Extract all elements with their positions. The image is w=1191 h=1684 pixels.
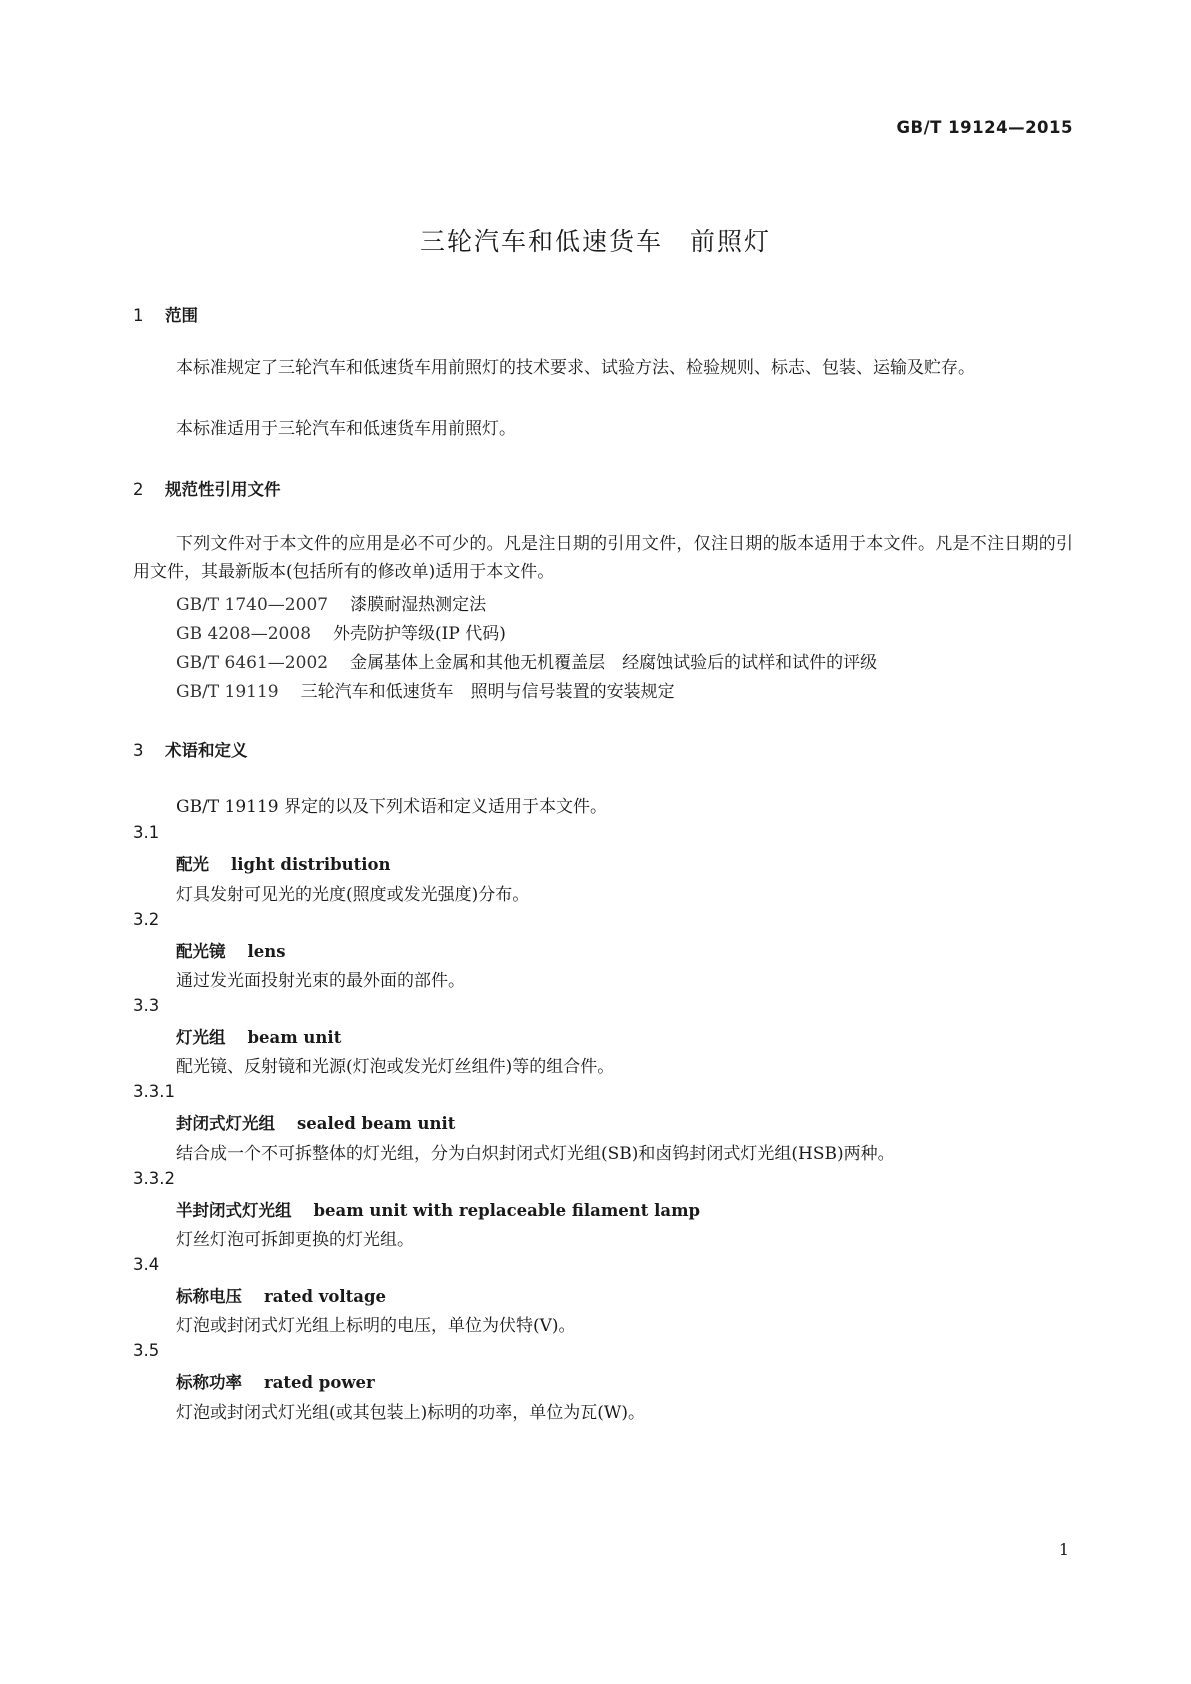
- term-zh: 半封闭式灯光组: [176, 1201, 292, 1220]
- term-en: light distribution: [231, 855, 391, 874]
- term-definition: 配光镜、反射镜和光源(灯泡或发光灯丝组件)等的组合件。: [176, 1057, 615, 1077]
- reference-title: 金属基体上金属和其他无机覆盖层 经腐蚀试验后的试样和试件的评级: [350, 653, 878, 673]
- term-definition: 灯丝灯泡可拆卸更换的灯光组。: [176, 1230, 414, 1250]
- term-definition: 结合成一个不可拆整体的灯光组，分为白炽封闭式灯光组(SB)和卤钨封闭式灯光组(HSB)两种。: [176, 1144, 895, 1164]
- reference-code: GB/T 19119: [176, 682, 279, 702]
- term-en: beam unit: [247, 1028, 342, 1047]
- scope-paragraph-2: 本标准适用于三轮汽车和低速货车用前照灯。: [176, 419, 516, 439]
- term-en: rated voltage: [264, 1287, 386, 1306]
- reference-item: [176, 677, 675, 702]
- section-title: 规范性引用文件: [165, 480, 281, 499]
- term-definition: 灯泡或封闭式灯光组(或其包装上)标明的功率，单位为瓦(W)。: [176, 1403, 646, 1423]
- reference-item: [176, 648, 877, 673]
- page-number: 1: [1058, 1540, 1069, 1559]
- section-heading-terms-definitions: [133, 737, 248, 761]
- reference-title: 三轮汽车和低速货车 照明与信号装置的安装规定: [300, 682, 675, 702]
- term-heading: [176, 1024, 341, 1048]
- section-heading-normative-references: [133, 476, 281, 500]
- term-number: 3.5: [133, 1341, 160, 1360]
- term-definition: 灯泡或封闭式灯光组上标明的电压，单位为伏特(V)。: [176, 1316, 576, 1336]
- reference-item: [176, 590, 486, 615]
- term-number: 3.3.1: [133, 1082, 175, 1101]
- term-zh: 配光镜: [176, 942, 226, 961]
- term-heading: [176, 938, 286, 962]
- term-heading: [176, 1197, 700, 1221]
- document-title: 三轮汽车和低速货车 前照灯: [419, 227, 771, 256]
- section-title: 范围: [165, 306, 198, 325]
- term-heading: [176, 1110, 455, 1134]
- term-number: 3.4: [133, 1255, 160, 1274]
- section-title: 术语和定义: [165, 741, 248, 760]
- standard-code: GB/T 19124—2015: [896, 118, 1073, 137]
- term-heading: [176, 851, 391, 875]
- term-definition: 通过发光面投射光束的最外面的部件。: [176, 971, 465, 991]
- scope-paragraph-1: 本标准规定了三轮汽车和低速货车用前照灯的技术要求、试验方法、检验规则、标志、包装、运输及贮存。: [176, 358, 975, 378]
- section-number: 3: [133, 741, 144, 760]
- term-zh: 标称电压: [176, 1287, 242, 1306]
- section-number: 1: [133, 306, 144, 325]
- reference-title: 漆膜耐湿热测定法: [350, 595, 487, 615]
- term-number: 3.3: [133, 996, 160, 1015]
- term-en: sealed beam unit: [297, 1114, 456, 1133]
- section-heading-scope: [133, 302, 198, 326]
- reference-code: GB 4208—2008: [176, 624, 312, 644]
- term-en: beam unit with replaceable filament lamp: [313, 1201, 701, 1220]
- term-zh: 标称功率: [176, 1373, 242, 1392]
- reference-title: 外壳防护等级(IP 代码): [333, 624, 506, 644]
- reference-code: GB/T 1740—2007: [176, 595, 329, 615]
- reference-code: GB/T 6461—2002: [176, 653, 329, 673]
- references-paragraph: 下列文件对于本文件的应用是必不可少的。凡是注日期的引用文件，仅注日期的版本适用于本文件。凡是不注日期的引用文件，其最新版本(包括所有的修改单)适用于本文件。: [133, 534, 1073, 582]
- section-number: 2: [133, 480, 144, 499]
- term-number: 3.1: [133, 823, 160, 842]
- term-number: 3.2: [133, 910, 160, 929]
- term-zh: 配光: [176, 855, 209, 874]
- terms-intro: GB/T 19119 界定的以及下列术语和定义适用于本文件。: [176, 797, 608, 817]
- term-heading: [176, 1283, 386, 1307]
- term-zh: 灯光组: [176, 1028, 226, 1047]
- term-definition: 灯具发射可见光的光度(照度或发光强度)分布。: [176, 885, 530, 905]
- term-en: lens: [247, 942, 286, 961]
- reference-item: [176, 619, 506, 644]
- term-en: rated power: [264, 1373, 375, 1392]
- term-zh: 封闭式灯光组: [176, 1114, 275, 1133]
- term-heading: [176, 1369, 375, 1393]
- term-number: 3.3.2: [133, 1169, 175, 1188]
